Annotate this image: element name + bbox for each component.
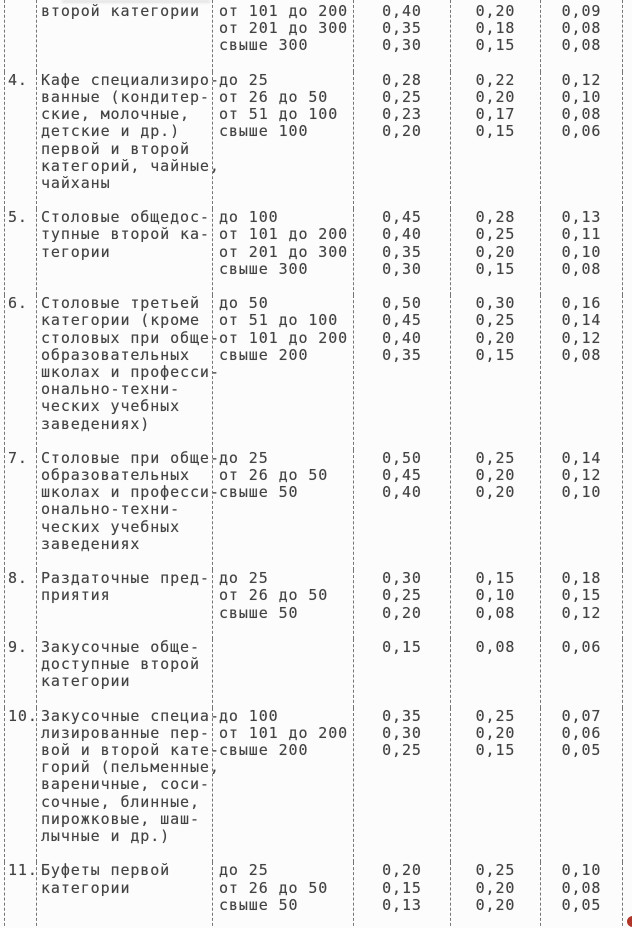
cell-line: сочные, блинные, — [41, 792, 200, 811]
cell-line: до 100 — [219, 706, 279, 725]
value-col3-cell — [540, 862, 623, 928]
cell-line: 4. — [8, 70, 28, 89]
cell-line: заведениях — [41, 534, 141, 553]
enterprise-name-cell — [36, 706, 220, 863]
enterprise-name-cell — [36, 294, 220, 450]
cell-line: 11. — [8, 861, 38, 880]
cell-line: свыше 200 — [219, 741, 309, 760]
value-col2-cell — [450, 72, 540, 210]
cell-line: 0,22 — [475, 70, 516, 89]
row-number-cell — [4, 72, 36, 210]
cell-line: от 101 до 200 — [219, 328, 349, 347]
cell-line: 0,45 — [382, 208, 422, 227]
cell-line: категории — [41, 878, 131, 897]
cell-line: детские и др.) — [41, 122, 181, 141]
cell-line: Столовые при обще- — [41, 448, 220, 467]
enterprise-name-cell — [36, 0, 212, 72]
value-col2-cell — [450, 0, 540, 72]
cell-line: 0,25 — [475, 225, 516, 244]
cell-line: 10. — [8, 706, 38, 725]
cell-line: онально-техни- — [41, 380, 181, 399]
cell-line: 0,45 — [382, 311, 422, 330]
cell-line: 0,20 — [382, 122, 422, 141]
value-col1-cell — [353, 639, 450, 708]
cell-line: Буфеты первой — [41, 861, 171, 880]
value-col1-cell — [353, 862, 450, 928]
seat-range-cell — [212, 450, 353, 570]
value-col3-cell — [540, 0, 623, 72]
cell-line: 0,08 — [561, 878, 602, 897]
cell-line: 0,14 — [561, 311, 602, 330]
cell-line: 0,06 — [561, 637, 602, 656]
cell-line: 0,40 — [382, 225, 422, 244]
cell-line: категории (кроме — [41, 311, 200, 330]
cell-line: 0,50 — [382, 448, 422, 467]
cell-line: ские, молочные, — [41, 105, 190, 124]
cell-line: от 101 до 200 — [219, 225, 349, 244]
cell-line: 0,30 — [475, 294, 516, 313]
cell-line: 0,28 — [475, 208, 516, 227]
cell-line: 0,25 — [475, 311, 516, 330]
cell-line: свыше 50 — [219, 603, 299, 622]
cell-line: Раздаточные пред- — [41, 569, 210, 588]
row-number-cell — [4, 639, 36, 708]
value-col1-cell — [353, 708, 450, 863]
cell-line: 0,08 — [561, 105, 602, 124]
cell-line: 0,08 — [561, 36, 602, 55]
row-number-cell — [4, 708, 36, 863]
seat-range-cell — [212, 639, 353, 708]
cell-line: свыше 300 — [219, 36, 309, 55]
cell-line: 0,40 — [382, 328, 422, 347]
tariff-table — [4, 0, 623, 928]
cell-line: от 26 до 50 — [219, 878, 329, 897]
value-col3-cell — [540, 570, 623, 639]
value-col1-cell — [353, 209, 450, 295]
row-number-cell — [4, 862, 36, 928]
cell-line: от 26 до 50 — [219, 586, 329, 605]
cell-line: 0,15 — [475, 36, 516, 55]
cell-line: до 25 — [219, 448, 269, 467]
value-col2-cell — [450, 639, 540, 708]
cell-line: 0,06 — [561, 723, 602, 742]
cell-line: 0,20 — [475, 2, 516, 20]
cell-line: 0,11 — [561, 225, 602, 244]
cell-line: 0,17 — [475, 105, 516, 124]
cell-line: 5. — [8, 208, 28, 227]
row-number-cell — [4, 450, 36, 570]
cell-line: Кафе специализиро- — [41, 70, 220, 89]
cell-line: 0,06 — [561, 122, 602, 141]
cell-line: приятия — [41, 586, 111, 605]
cell-line: свыше 50 — [219, 895, 299, 914]
value-col2-cell — [450, 862, 540, 928]
cell-line: 0,30 — [382, 259, 422, 278]
cell-line: столовых при обще- — [41, 328, 220, 347]
cell-line: 7. — [8, 448, 28, 467]
seat-range-cell — [212, 570, 353, 639]
value-col3-cell — [540, 295, 623, 450]
value-col2-cell — [450, 295, 540, 450]
cell-line: 0,10 — [561, 483, 602, 502]
cell-line: 0,20 — [475, 723, 516, 742]
cell-line: вой и второй кате- — [41, 741, 220, 760]
cell-line: от 201 до 300 — [219, 19, 349, 38]
value-col2-cell — [450, 209, 540, 295]
cell-line: ческих учебных — [41, 517, 181, 536]
cell-line: образовательных — [41, 466, 190, 485]
value-col3-cell — [540, 708, 623, 863]
cell-line: до 25 — [219, 569, 269, 588]
cell-line: 0,20 — [475, 878, 516, 897]
cell-line: от 26 до 50 — [219, 87, 329, 106]
cell-line: Столовые третьей — [41, 294, 200, 313]
cell-line: тегории — [41, 242, 111, 261]
cell-line: 0,30 — [382, 723, 422, 742]
cell-line: 0,15 — [475, 741, 516, 760]
red-marker-dot — [627, 916, 632, 927]
cell-line: 0,20 — [475, 242, 516, 261]
value-col2-cell — [450, 708, 540, 863]
cell-line: 0,07 — [561, 706, 602, 725]
cell-line: 0,35 — [382, 19, 422, 38]
cell-line: 0,05 — [561, 741, 602, 760]
cell-line: 0,08 — [561, 19, 602, 38]
cell-line: от 26 до 50 — [219, 466, 329, 485]
cell-line: 0,10 — [561, 861, 602, 880]
value-col3-cell — [540, 209, 623, 295]
cell-line: категорий, чайные, — [41, 156, 220, 175]
cell-line: 0,09 — [561, 2, 602, 20]
cell-line: 0,15 — [382, 637, 422, 656]
cell-line: второй категории — [41, 2, 200, 20]
cell-line: лизированные пер- — [41, 723, 210, 742]
seat-range-cell — [212, 209, 353, 295]
row-number-cell — [4, 570, 36, 639]
value-col1-cell — [353, 450, 450, 570]
cell-line: 0,10 — [475, 586, 516, 605]
seat-range-cell — [212, 862, 353, 928]
cell-line: 0,25 — [382, 586, 422, 605]
cell-line: 0,35 — [382, 345, 422, 364]
cell-line: первой и второй — [41, 139, 190, 158]
cell-line: школах и професси- — [41, 362, 220, 381]
cell-line: 0,28 — [382, 70, 422, 89]
cell-line: 0,08 — [561, 345, 602, 364]
enterprise-name-cell — [36, 570, 212, 639]
cell-line: 0,25 — [475, 706, 516, 725]
cell-line: 0,40 — [382, 2, 422, 20]
cell-line: школах и професси- — [41, 483, 220, 502]
cell-line: до 25 — [219, 861, 269, 880]
cell-line: заведениях) — [41, 414, 151, 433]
cell-line: ческих учебных — [41, 397, 181, 416]
cell-line: образовательных — [41, 345, 190, 364]
cell-line: свыше 300 — [219, 259, 309, 278]
cell-line: 0,20 — [475, 87, 516, 106]
cell-line: 0,15 — [475, 569, 516, 588]
cell-line: чайханы — [41, 173, 111, 192]
cell-line: вареничные, соси- — [41, 775, 210, 794]
value-col3-cell — [540, 72, 623, 210]
value-col1-cell — [353, 295, 450, 450]
cell-line: от 51 до 100 — [219, 105, 339, 124]
cell-line: онально-техни- — [41, 500, 181, 519]
cell-line: 6. — [8, 294, 28, 313]
cell-line: 0,40 — [382, 483, 422, 502]
cell-line: лычные и др.) — [41, 827, 171, 845]
cell-line: Столовые общедос- — [41, 208, 210, 227]
value-col2-cell — [450, 450, 540, 570]
cell-line: горий (пельменные, — [41, 758, 220, 777]
enterprise-name-cell — [36, 70, 220, 210]
cell-line: 0,25 — [382, 741, 422, 760]
cell-line: 0,15 — [475, 345, 516, 364]
seat-range-cell — [212, 72, 353, 210]
cell-line: от 101 до 200 — [219, 723, 349, 742]
cell-line: 9. — [8, 637, 28, 656]
seat-range-cell — [212, 295, 353, 450]
cell-line: 0,10 — [561, 87, 602, 106]
cell-line: свыше 50 — [219, 483, 299, 502]
row-number-cell — [4, 295, 36, 450]
cell-line: 0,08 — [475, 603, 516, 622]
cell-line: 0,35 — [382, 706, 422, 725]
cell-line: 0,15 — [475, 259, 516, 278]
cell-line: до 25 — [219, 70, 269, 89]
cell-line: от 101 до 200 — [219, 2, 349, 20]
cell-line: 0,12 — [561, 466, 602, 485]
cell-line: свыше 200 — [219, 345, 309, 364]
cell-line: 0,20 — [382, 861, 422, 880]
cell-line: 0,08 — [475, 637, 516, 656]
cell-line: 0,50 — [382, 294, 422, 313]
cell-line: 0,10 — [561, 242, 602, 261]
cell-line: 0,14 — [561, 448, 602, 467]
cell-line: 0,30 — [382, 569, 422, 588]
cell-line: тупные второй ка- — [41, 225, 210, 244]
cell-line: 0,30 — [382, 36, 422, 55]
cell-line: 0,15 — [382, 878, 422, 897]
cell-line: до 50 — [219, 294, 269, 313]
cell-line: 0,20 — [475, 466, 516, 485]
cell-line: 0,20 — [475, 483, 516, 502]
cell-line: до 100 — [219, 208, 279, 227]
value-col3-cell — [540, 450, 623, 570]
value-col1-cell — [353, 0, 450, 72]
cell-line: 0,05 — [561, 895, 602, 914]
cell-line: ванные (кондитер- — [41, 87, 210, 106]
cell-line: 0,16 — [561, 294, 602, 313]
enterprise-name-cell — [36, 862, 212, 928]
cell-line: 0,20 — [382, 603, 422, 622]
cell-line: 0,25 — [475, 448, 516, 467]
cell-line: 0,13 — [561, 208, 602, 227]
cell-line: от 201 до 300 — [219, 242, 349, 261]
cell-line: Закусочные специа- — [41, 706, 220, 725]
cell-line: 8. — [8, 569, 28, 588]
value-col1-cell — [353, 72, 450, 210]
cell-line: 0,25 — [475, 861, 516, 880]
value-col2-cell — [450, 570, 540, 639]
cell-line: 0,20 — [475, 895, 516, 914]
cell-line: 0,12 — [561, 328, 602, 347]
cell-line: свыше 100 — [219, 122, 309, 141]
cell-line: пирожковые, шаш- — [41, 809, 200, 828]
cell-line: 0,20 — [475, 328, 516, 347]
cell-line: категории — [41, 672, 131, 691]
value-col1-cell — [353, 570, 450, 639]
cell-line: 0,45 — [382, 466, 422, 485]
seat-range-cell — [212, 0, 353, 72]
cell-line: 0,08 — [561, 259, 602, 278]
cell-line: от 51 до 100 — [219, 311, 339, 330]
enterprise-name-cell — [36, 448, 220, 570]
cell-line: 0,35 — [382, 242, 422, 261]
cell-line: 0,13 — [382, 895, 422, 914]
enterprise-name-cell — [36, 639, 212, 708]
enterprise-name-cell — [36, 209, 212, 295]
seat-range-cell — [212, 708, 353, 863]
cell-line: 0,15 — [475, 122, 516, 141]
cell-line: 0,12 — [561, 70, 602, 89]
value-col3-cell — [540, 639, 623, 708]
cell-line: 0,23 — [382, 105, 422, 124]
cell-line: Закусочные обще- — [41, 637, 200, 656]
cell-line: 0,18 — [561, 569, 602, 588]
cell-line: 0,18 — [475, 19, 516, 38]
cell-line: 0,25 — [382, 87, 422, 106]
cell-line: 0,15 — [561, 586, 602, 605]
row-number-cell — [4, 0, 36, 72]
cell-line: доступные второй — [41, 655, 200, 674]
row-number-cell — [4, 209, 36, 295]
cell-line: 0,12 — [561, 603, 602, 622]
